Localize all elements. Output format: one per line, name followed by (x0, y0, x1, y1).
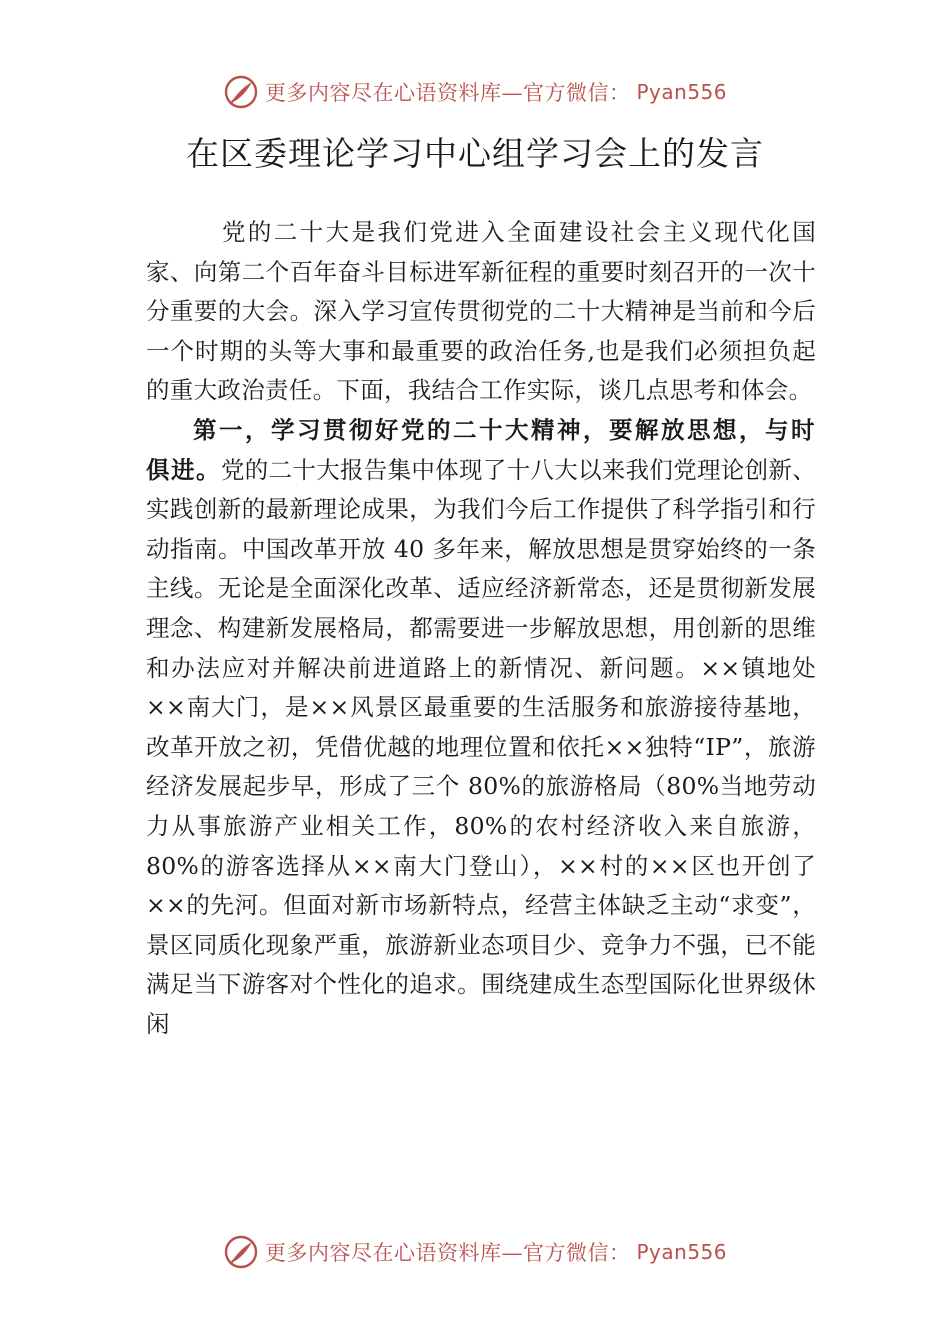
watermark-text: 更多内容尽在心语资料库—官方微信： (264, 81, 631, 105)
paragraph-point-one-text: 党的二十大报告集中体现了十八大以来我们党理论创新、实践创新的最新理论成果，为我们今后工作提供了科学指引和行动指南。中国改革开放 40 多年来，解放思想是贯穿始终的一条主线。无论是全面深化改革、适应经济新常态，还是贯彻新发展理念、构建新发展格局，都需要进一步解放思想，用创新的思维和办法应对并解决前进道路上的新情况、新问题。××镇地处××南大门，是××风景区最重要的生活服务和旅游接待基地，改革开放之初，凭借优越的地理位置和依托××独特“IP”，旅游经济发展起步早，形成了三个 80%的旅游格局（80%当地劳动力从事旅游产业相关工作，80%的农村经济收入来自旅游，80%的游客选择从××南大门登山），××村的××区也开创了××的先河。但面对新市场新特点，经营主体缺乏主动“求变”，景区同质化现象严重，旅游新业态项目少、竞争力不强，已不能满足当下游客对个性化的追求。围绕建成生态型国际化世界级休闲 (146, 455, 816, 1038)
watermark-footer (0, 1230, 950, 1274)
paragraph-lead-heading: 第一，学习贯彻好党的二十大精神，要解放思想，与时俱进。 (146, 415, 816, 484)
document-body (146, 213, 816, 1044)
watermark-text: 更多内容尽在心语资料库—官方微信： (264, 1241, 631, 1265)
document-title: 在区委理论学习中心组学习会上的发言 (186, 134, 764, 173)
watermark-header (0, 70, 950, 114)
feather-logo-icon (223, 1234, 259, 1270)
paragraph-point-one (146, 411, 816, 1045)
feather-logo-icon (223, 74, 259, 110)
paragraph-intro: 党的二十大是我们党进入全面建设社会主义现代化国家、向第二个百年奋斗目标进军新征程的重要时刻召开的一次十分重要的大会。深入学习宣传贯彻党的二十大精神是当前和今后一个时期的头等大事和最重要的政治任务,也是我们必须担负起的重大政治责任。下面，我结合工作实际，谈几点思考和体会。 (146, 218, 816, 405)
watermark-wechat-id: Pyan556 (636, 1240, 727, 1264)
watermark-wechat-id: Pyan556 (636, 80, 727, 104)
